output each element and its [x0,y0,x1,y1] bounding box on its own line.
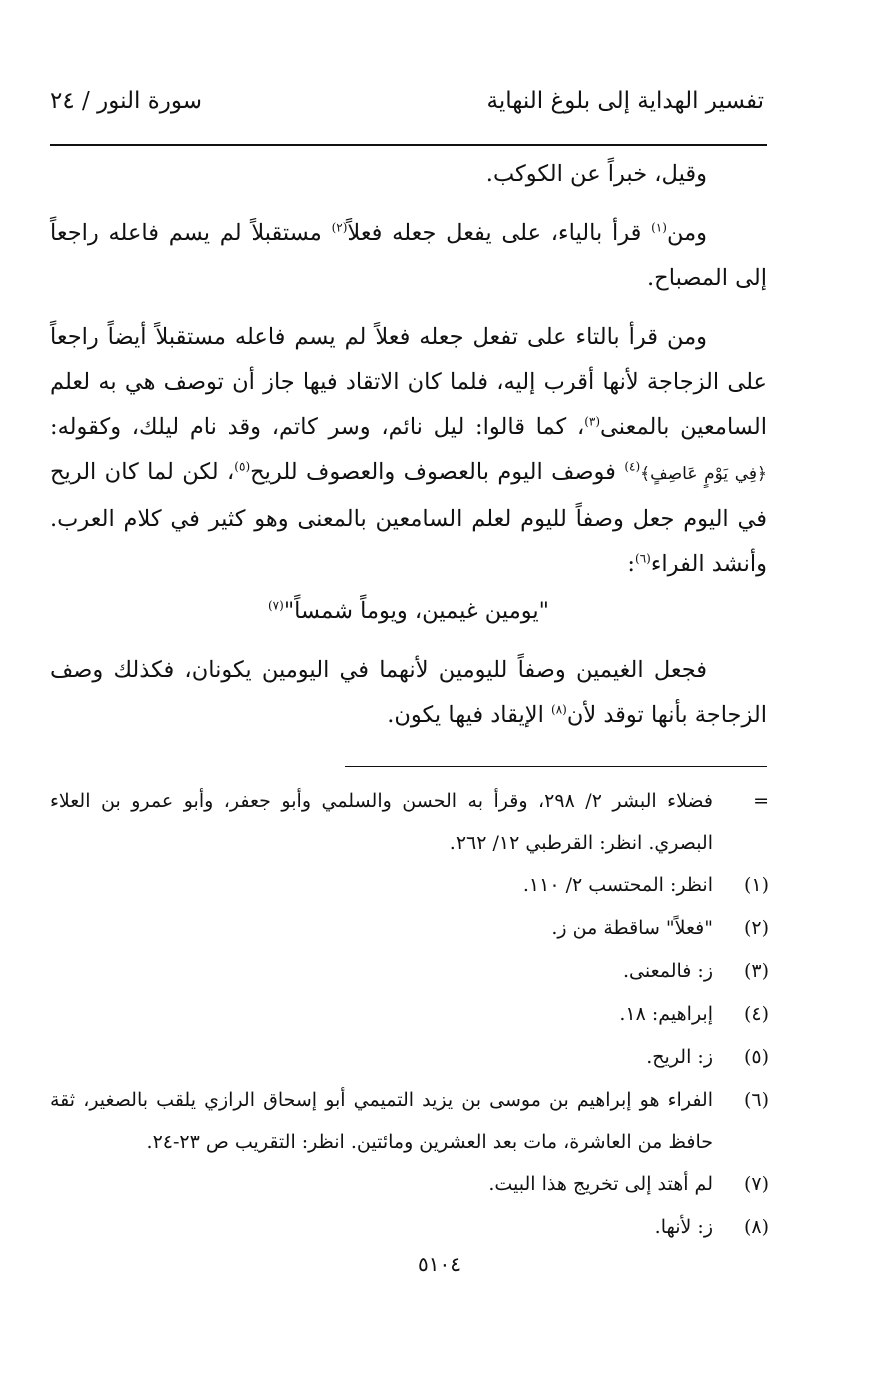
text-run: قرأ بالياء، على يفعل جعله فعلاً [347,220,652,246]
running-header [50,78,764,130]
footnote-ref-2[interactable]: (٢) [331,220,348,235]
footnote-text: ز: لأنها. [654,1216,713,1238]
footnote-3 [50,950,769,993]
footnote-1 [50,864,769,907]
paragraph-3 [50,315,767,587]
footnote-ref-8[interactable]: (٨) [551,702,567,717]
footnote-ref-1[interactable]: (١) [651,220,667,235]
footnote-text: لم أهتد إلى تخريج هذا البيت. [488,1173,713,1195]
footnote-number: (٧) [743,1173,769,1195]
surah-reference: سورة النور / ٢٤ [50,88,203,114]
footnote-text: الفراء هو إبراهيم بن موسى بن يزيد التميمي أبو إسحاق الرازي يلقب بالصغير، ثقة حافظ من العاشرة، مات بعد العشرين ومائتين. انظر: التقريب ص ٢٣-٢٤. [50,1089,713,1153]
header-rule [50,144,767,146]
footnote-6 [50,1079,769,1163]
footnote-4 [50,993,769,1036]
page-number: ٥١٠٤ [418,1252,461,1276]
footnote-number: = [753,790,769,812]
footnote-text: إبراهيم: ١٨. [619,1003,713,1025]
footnote-2 [50,907,769,950]
footnote-5 [50,1036,769,1079]
footnote-text: "فعلاً" ساقطة من ز. [551,917,713,939]
footnote-ref-5[interactable]: (٥) [234,459,251,474]
footnote-ref-3[interactable]: (٣) [584,414,601,429]
footnotes [50,780,769,1249]
footnote-ref-7[interactable]: (٧) [267,598,284,613]
footnote-ref-6[interactable]: (٦) [635,551,651,566]
text-run: ومن [666,220,707,246]
footnote-8 [50,1206,769,1249]
footnote-separator [345,766,767,767]
footnote-number: (٥) [743,1046,769,1068]
footnote-number: (١) [743,874,769,896]
footnote-number: (٨) [743,1216,769,1238]
footnote-text: ز: الريح. [646,1046,713,1068]
footnote-7 [50,1163,769,1206]
footnote-text: فضلاء البشر ٢/ ٢٩٨، وقرأ به الحسن والسلمي وأبو جعفر، وأبو عمرو بن العلاء البصري. انظر: القرطبي ١٢/ ٢٦٢. [50,790,713,854]
footnote-text: انظر: المحتسب ٢/ ١١٠. [522,874,713,896]
paragraph-1: وقيل، خبراً عن الكوكب. [485,161,707,187]
quran-quote: ﴿فِي يَوْمٍ عَاصِفٍ﴾ [640,464,768,484]
main-text [50,152,767,738]
text-run: ، كما قالوا: ليل نائم، وسر كاتم، وقد نام ليلك، وكقوله: [50,414,585,440]
footnote-number: (٢) [743,917,769,939]
text-run: ومن قرأ بالتاء على تفعل جعله فعلاً لم يسم فاعله مستقبلاً أيضاً راجعاً على الزجاجة لأنها أقرب إليه، فلما كان الاتقاد فيها جاز أن توصف هي به لعلم السامعين بالمعنى [50,324,767,440]
footnote-number: (٣) [743,960,769,982]
footnote-continued [50,780,769,864]
text-run: فوصف اليوم بالعصوف والعصوف للريح [250,459,625,485]
poetry-verse [50,589,767,634]
verse-text: "يومين غيمين، ويوماً شمساً" [283,598,550,624]
paragraph-4 [50,648,767,738]
footnote-number: (٤) [743,1003,769,1025]
text-run: : [627,551,636,577]
footnote-ref-4[interactable]: (٤) [624,459,641,474]
paragraph-2 [50,211,767,301]
text-run: ، لكن لما كان الريح في اليوم جعل وصفاً لليوم لعلم السامعين بالمعنى وهو كثير في كلام العرب. وأنشد الفراء [50,459,767,577]
text-run: فجعل الغيمين وصفاً لليومين لأنهما في اليومين يكونان، فكذلك وصف الزجاجة بأنها توقد لأن [50,657,767,728]
text-run: الإيقاد فيها يكون. [387,702,552,728]
book-title: تفسير الهداية إلى بلوغ النهاية [486,88,764,114]
footnote-number: (٦) [743,1089,769,1111]
footnote-text: ز: فالمعنى. [622,960,713,982]
text-run: مستقبلاً لم يسم فاعله راجعاً إلى المصباح. [50,220,767,291]
